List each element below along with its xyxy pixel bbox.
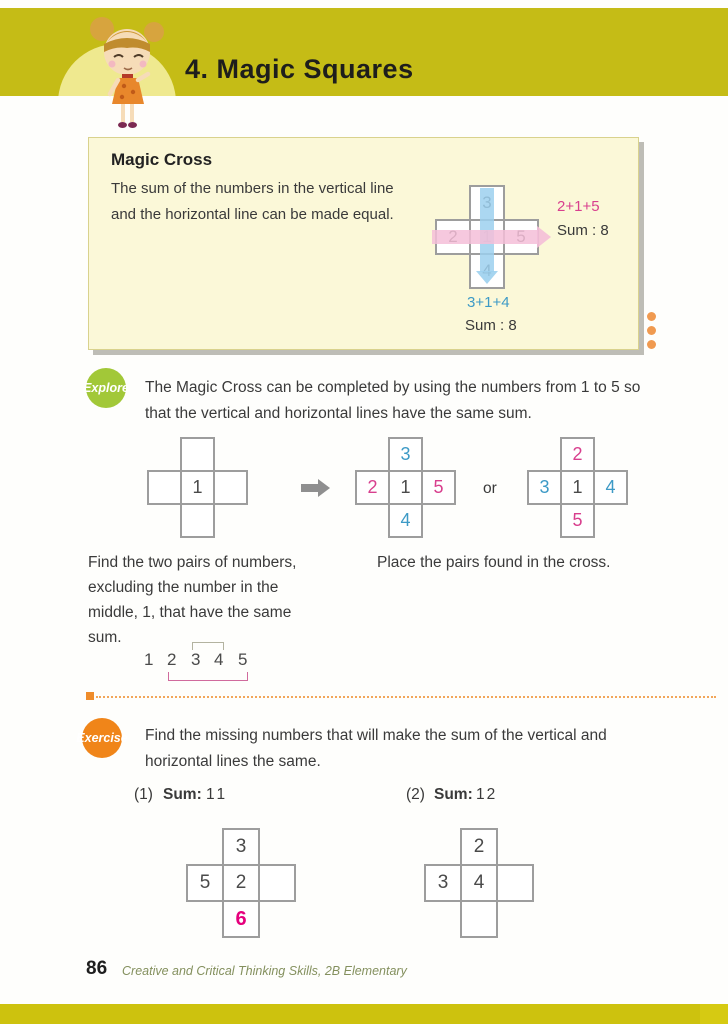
exercise-badge: Exercise	[82, 718, 122, 758]
problem1-sum-label: Sum:	[163, 786, 202, 803]
problem2-sum-label: Sum:	[434, 786, 473, 803]
footer-book-title: Creative and Critical Thinking Skills, 2B Elementary	[122, 964, 407, 978]
number-line-digit: 2	[167, 650, 177, 669]
horizontal-arrow	[432, 230, 538, 244]
page-title: 4. Magic Squares	[185, 54, 414, 84]
horizontal-arrow-head	[537, 226, 551, 248]
vertical-equation: 3+1+4	[467, 294, 510, 311]
number-line-digit: 5	[238, 650, 248, 669]
magic-cross-info-box	[88, 137, 639, 350]
or-label: or	[483, 480, 497, 497]
vertical-arrow-head	[476, 271, 498, 284]
pair-bracket-2-5	[168, 672, 248, 681]
cross-cell-right	[213, 470, 248, 505]
girl-illustration	[76, 12, 180, 130]
problem2-label: (2)	[406, 786, 425, 803]
bottom-color-bar	[0, 1004, 728, 1024]
explore-intro-line2: that the vertical and horizontal lines have the same sum.	[145, 405, 532, 422]
cross-cell-top	[180, 437, 215, 472]
left-caption-line2: excluding the number in the	[88, 579, 279, 596]
cross-cell-bottom-answer[interactable]: 6	[222, 900, 260, 938]
problem1-cross	[186, 828, 296, 938]
cross-cell-right: 5	[421, 470, 456, 505]
explore-solution-cross-b	[527, 437, 628, 538]
decorative-dot	[647, 340, 656, 349]
explore-start-cross	[147, 437, 248, 538]
explore-intro-line1: The Magic Cross can be completed by using the numbers from 1 to 5 so	[145, 379, 641, 396]
cross-cell-right-blank[interactable]	[258, 864, 296, 902]
cross-cell-top: 3	[388, 437, 423, 472]
cross-cell-center: 1	[180, 470, 215, 505]
decorative-dot	[647, 312, 656, 321]
exercise-prompt-line2: horizontal lines the same.	[145, 753, 321, 770]
cross-cell-top: 3	[222, 828, 260, 866]
problem2-cross	[424, 828, 534, 938]
horizontal-equation: 2+1+5	[557, 198, 600, 215]
number-line-digit: 4	[214, 650, 224, 669]
cross-cell-left	[147, 470, 182, 505]
left-caption-line3: middle, 1, that have the same	[88, 604, 292, 621]
cross-cell-top: 2	[560, 437, 595, 472]
cross-cell-top: 2	[460, 828, 498, 866]
cross-cell-left: 5	[186, 864, 224, 902]
vertical-sum: Sum : 8	[465, 317, 517, 334]
problem1-label: (1)	[134, 786, 153, 803]
explore-solution-cross-a	[355, 437, 456, 538]
left-caption-line1: Find the two pairs of numbers,	[88, 554, 297, 571]
example-cross-diagram	[435, 185, 539, 289]
cross-cell-left: 3	[424, 864, 462, 902]
number-line-digit: 1	[144, 650, 154, 669]
right-arrow-icon	[301, 479, 331, 497]
page-number: 86	[86, 958, 108, 979]
cross-cell-left: 2	[355, 470, 390, 505]
section-divider	[96, 696, 716, 698]
box-title: Magic Cross	[111, 150, 213, 169]
cross-cell-center: 4	[460, 864, 498, 902]
cross-cell-bottom: 5	[560, 503, 595, 538]
cross-cell-left: 3	[527, 470, 562, 505]
right-caption: Place the pairs found in the cross.	[377, 554, 611, 571]
divider-square	[86, 692, 94, 700]
horizontal-sum: Sum : 8	[557, 222, 609, 239]
cross-cell-center: 2	[222, 864, 260, 902]
cross-cell-right: 4	[593, 470, 628, 505]
decorative-dot	[647, 326, 656, 335]
number-line-digit: 3	[191, 650, 201, 669]
cross-cell-bottom: 4	[388, 503, 423, 538]
pair-bracket-3-4	[192, 642, 224, 650]
cross-cell-bottom-blank[interactable]	[460, 900, 498, 938]
box-body-line2: and the horizontal line can be made equal.	[111, 206, 394, 223]
box-body-line1: The sum of the numbers in the vertical line	[111, 180, 394, 197]
explore-badge: Explore	[86, 368, 126, 408]
cross-cell-bottom	[180, 503, 215, 538]
left-caption-line4: sum.	[88, 629, 122, 646]
problem1-sum-value: 11	[206, 786, 229, 803]
exercise-prompt-line1: Find the missing numbers that will make the sum of the vertical and	[145, 727, 607, 744]
cross-cell-right-blank[interactable]	[496, 864, 534, 902]
problem2-sum-value: 12	[476, 786, 498, 803]
cross-cell-center: 1	[560, 470, 595, 505]
cross-cell-center: 1	[388, 470, 423, 505]
